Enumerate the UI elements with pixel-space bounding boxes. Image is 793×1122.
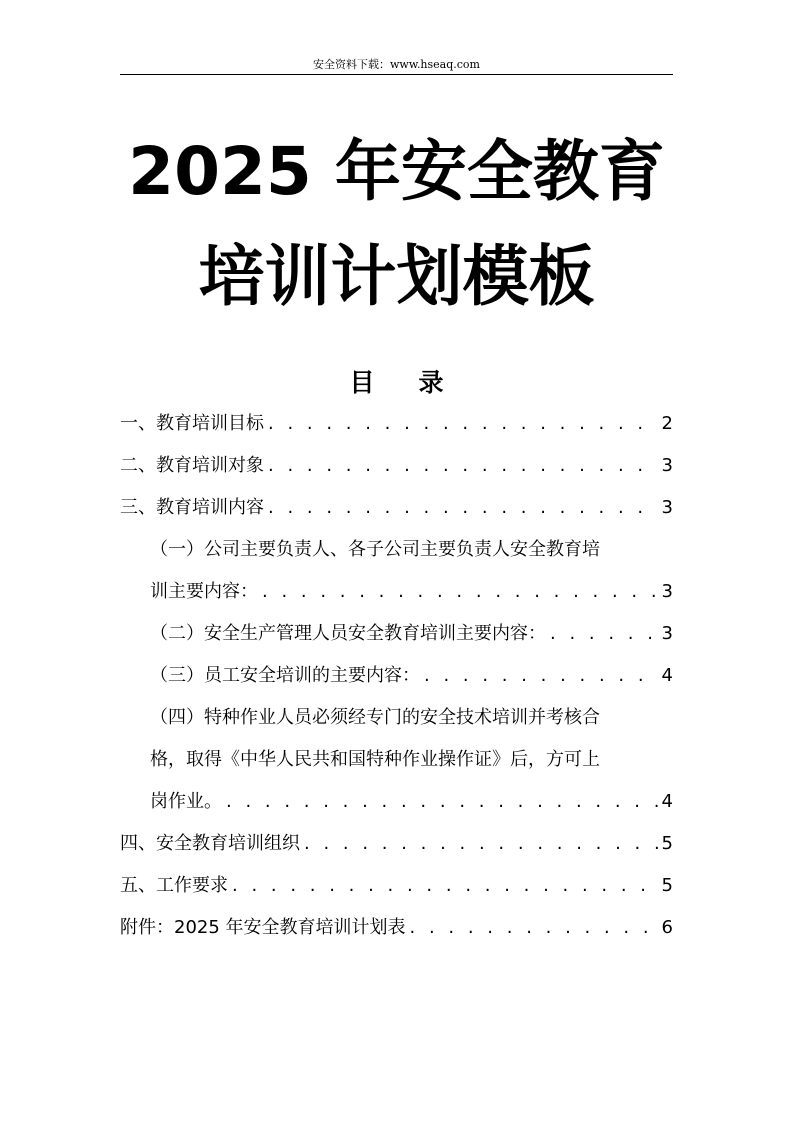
toc-page-number: 3	[661, 623, 673, 644]
toc-entry-label: （三）员工安全培训的主要内容：	[150, 665, 420, 686]
toc-entry-label: 附件：2025 年安全教育培训计划表	[120, 917, 406, 938]
dot-leader	[550, 613, 658, 655]
document-title-line-2: 培训计划模板	[198, 238, 595, 315]
toc-entry-3-4-line-2[interactable]	[120, 739, 673, 781]
toc-page-number: 4	[661, 665, 673, 686]
dot-leader	[268, 403, 658, 445]
dot-leader	[268, 487, 658, 529]
toc-entry-5[interactable]	[120, 865, 673, 907]
toc-entry-label: （四）特种作业人员必须经专门的安全技术培训并考核合	[150, 707, 600, 728]
toc-page-number: 5	[661, 875, 673, 896]
toc-entry-4[interactable]	[120, 823, 673, 865]
toc-entry-3-4-line-1[interactable]	[120, 697, 673, 739]
toc-heading-part-1: 目	[349, 368, 375, 397]
toc-page-number: 3	[661, 581, 673, 602]
toc-page-number: 5	[661, 833, 673, 854]
dot-leader	[410, 907, 658, 949]
toc-entry-label: 四、安全教育培训组织	[120, 833, 300, 854]
toc-entry-3-1-line-1[interactable]	[120, 529, 673, 571]
toc-entry-label: 一、教育培训目标	[120, 413, 264, 434]
toc-entry-label: 格，取得《中华人民共和国特种作业操作证》后，方可上	[150, 749, 600, 770]
dot-leader	[232, 865, 658, 907]
toc-entry-label: 三、教育培训内容	[120, 497, 264, 518]
toc-page-number: 3	[661, 497, 673, 518]
toc-page-number: 3	[661, 455, 673, 476]
toc-entry-3-1-line-2[interactable]	[120, 571, 673, 613]
toc-heading-part-2: 录	[418, 368, 444, 397]
toc-page-number: 6	[661, 917, 673, 938]
table-of-contents	[120, 403, 673, 949]
toc-entry-3-3[interactable]	[120, 655, 673, 697]
toc-entry-1[interactable]	[120, 403, 673, 445]
toc-entry-3-4-line-3[interactable]	[120, 781, 673, 823]
toc-entry-label: （二）安全生产管理人员安全教育培训主要内容：	[150, 623, 546, 644]
toc-heading	[120, 364, 673, 402]
toc-entry-2[interactable]	[120, 445, 673, 487]
toc-entry-appendix[interactable]	[120, 907, 673, 949]
toc-entry-label: 二、教育培训对象	[120, 455, 264, 476]
toc-entry-label: 岗作业。	[150, 791, 222, 812]
dot-leader	[304, 823, 658, 865]
toc-page-number: 2	[661, 413, 673, 434]
dot-leader	[226, 781, 658, 823]
toc-entry-3-2[interactable]	[120, 613, 673, 655]
toc-entry-label: 五、工作要求	[120, 875, 228, 896]
document-title-line-1: 2025 年安全教育	[128, 133, 665, 210]
toc-entry-label: （一）公司主要负责人、各子公司主要负责人安全教育培	[150, 539, 600, 560]
toc-page-number: 4	[661, 791, 673, 812]
header-divider	[120, 74, 673, 75]
dot-leader	[424, 655, 658, 697]
toc-entry-3[interactable]	[120, 487, 673, 529]
page-header: 安全资料下载：www.hseaq.com	[313, 58, 480, 71]
dot-leader	[262, 571, 658, 613]
dot-leader	[268, 445, 658, 487]
toc-entry-label: 训主要内容：	[150, 581, 258, 602]
